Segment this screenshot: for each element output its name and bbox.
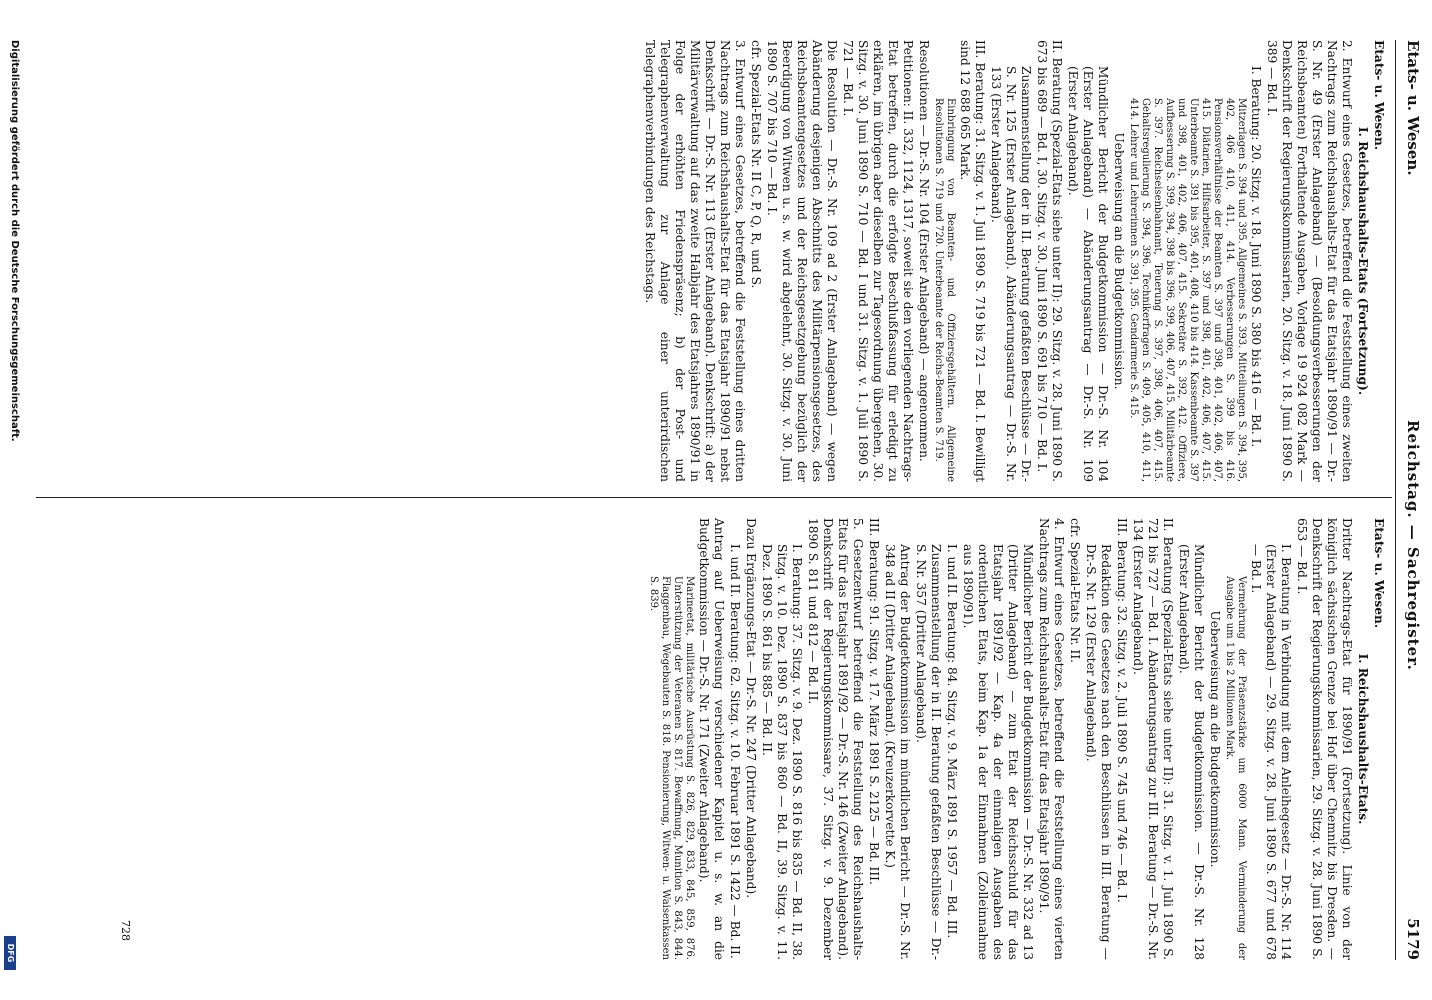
footer-text: Digitalisierung gefördert durch die Deutsche Forschungsgemeinschaft. [9,40,20,442]
left-paragraph: cfr. Spezial-Etats Nr. II C, P, Q, R, und S. [749,40,763,289]
header-rule [1395,40,1396,960]
left-column [641,40,1386,482]
right-paragraph: Dazu Ergänzungs-Etat — Dr.-S. Nr. 247 (Dritter Anlageband). [744,518,758,899]
left-paragraph: Etats- u. Wesen. [1372,40,1386,151]
right-paragraph: 4. Entwurf eines Gesetzes, betreffend die Feststellung eines vierten Nachtrags zum Reichshaushalts-Etat für das Etatsjahr 1890/91. [1037,518,1066,960]
left-paragraph: Zusammenstellung der in II. Beratung gefaßten Beschlüsse — Dr.-S. Nr. 125 (Erster Anlageband). Abänderungsantrag — Dr.-S. Nr. 133 (Erster Anlageband). [989,66,1033,482]
right-paragraph: Vermehrung der Präsenzstärke um 6000 Mann. Verminderung der Ausgabe um 1 bis 2 Millionen Mark. [1224,576,1247,960]
right-paragraph: cfr. Spezial-Etats Nr. II. [1068,518,1082,664]
left-paragraph: Resolutionen — Dr.-S. Nr. 104 (Erster Anlageband) — angenommen. [917,40,931,462]
left-paragraph: I. Reichshaushalts-Etats (Fortsetzung). [1356,126,1370,396]
right-paragraph: Redaktion des Gesetzes nach den Beschlüssen in III. Beratung — Dr.-S. Nr. 129 (Erster Anlageband). [1084,544,1113,960]
right-paragraph: III. Beratung: 32. Sitzg. v. 2. Juli 1890 S. 745 und 746 — Bd. I. [1115,518,1129,903]
right-column [646,518,1386,960]
right-paragraph: Antrag auf Ueberweisung verschiedener Kapitel u. s. w. an die Budgetkommission — Dr.-S. Nr. 171 (Zweiter Anlageband). [697,518,726,960]
left-paragraph: Ueberweisung an die Budgetkommission. [1112,132,1126,390]
left-paragraph: I. Beratung: 20. Sitzg. v. 18. Juni 1890 S. 380 bis 416 — Bd. I. [1249,66,1263,448]
running-header [1396,40,1422,960]
page-number: 5179 [1404,918,1422,960]
left-paragraph: Mündlicher Bericht der Budgetkommission — Dr.-S. Nr. 104 (Erster Anlageband) — Abänderungsantrag — Dr.-S. Nr. 109 (Erster Anlageband). [1066,66,1110,482]
digitization-footer [2,40,20,970]
left-paragraph: Einbringung von Beamten- und Offiziersgehältern. Allgemeine Resolutionen S. 719 und 720. Unterbeamte der Reichs-Beamten S. 719. [933,98,956,482]
left-paragraph: 3. Entwurf eines Gesetzes, betreffend die Feststellung eines dritten Nachtrags zum Reichshaushalts-Etat für das Etatsjahr 1890/91 nebst Denkschrift — Dr.-S. Nr. 113 (Erster Anlageband). Denkschrift: a) der Militärverwaltung auf das zweite Halbjahr des Etatsjahres 1890/91 in Folge der erhöhten Friedenspräsenz; b) der Post- und Telegraphenverwaltung zur Anlage einer unterirdischen Telegraphenverbindungen des Reichstags. [643,40,747,482]
right-paragraph: II. Beratung (Spezial-Etats siehe unter II): 31. Sitzg. v. 1. Juli 1890 S. 721 bis 727 — Bd. I. Abänderungsantrag zur III. Beratung — Dr.-S. Nr. 134 (Erster Anlageband). [1131,518,1175,960]
right-paragraph: 5. Gesetzentwurf betreffend die Feststellung des Reichshaushalts-Etats für das Etatsjahr 1891/92 — Dr.-S. Nr. 146 (Zweiter Anlageband). Denkschrift der Regierungskommissare, 37. Sitzg. v. 9. Dezember 1890 S. 811 und 812 — Bd. II. [806,518,865,960]
right-paragraph: III. Beratung: 91. Sitzg. v. 17. März 1891 S. 2125 — Bd. III. [867,518,881,885]
right-paragraph: I. und II. Beratung: 62. Sitzg. v. 10. Februar 1891 S. 1422 — Bd. II. [728,544,742,959]
right-paragraph: I. Beratung: 37. Sitzg. v. 9. Dez. 1890 S. 816 bis 835 — Bd. II, 38. Sitzg. v. 10. Dez. 1890 S. 837 bis 860 — Bd. II, 39. Sitzg. v. 11. Dez. 1890 S. 861 bis 885 — Bd. II. [760,544,804,960]
right-paragraph: Ueberweisung an die Budgetkommission. [1208,610,1222,868]
right-paragraph: Etats- u. Wesen. [1372,518,1386,629]
right-paragraph: Mündlicher Bericht der Budgetkommission — Dr.-S. Nr. 332 ad 13 (Dritter Anlageband) — zum Etat der Reichsschuld für das Etatsjahr 1891/92 — Kap. 4a der einmaligen Ausgaben des ordentlichen Etats, beim Kap. 1a der Einnahmen (Zolleinnahme aus 1890/91). [961,544,1035,960]
left-paragraph: Petitionen: II. 332, 1124, 1317, soweit sie den vorliegenden Nachtrags-Etat betreffen, durch die erfolgte Beschlußfassung für erledigt zu erklären, im übrigen aber dieselben zur Tagesordnung übergehen, 30. Sitzg. v. 30. Juni 1890 S. 710 — Bd. I und 31. Sitzg. v. 1. Juli 1890 S. 721 — Bd. I. [841,40,915,482]
right-paragraph: I. Beratung in Verbindung mit dem Anleihegesetz — Dr.-S. Nr. 114 (Erster Anlageband) — 29. Sitzg. v. 28. Juni 1890 S. 677 und 678 — Bd. I. [1249,544,1293,960]
left-paragraph: II. Beratung (Spezial-Etats siehe unter II): 29. Sitzg. v. 28. Juni 1890 S. 673 bis 689 — Bd. I, 30. Sitzg. v. 30. Juni 1890 S. 691 bis 710 — Bd. I. [1035,40,1064,482]
dfg-logo: DFG [4,936,16,970]
right-paragraph: Zusammenstellung der in II. Beratung gefaßten Beschlüsse — Dr.-S. Nr. 357 (Dritter Anlageband). [914,544,943,960]
page-footnote: 728 [119,920,132,941]
right-paragraph: I. und II. Beratung: 84. Sitzg. v. 9. März 1891 S. 1957 — Bd. III. [945,544,959,939]
left-paragraph: Mitzerlagen S. 394 und 395. Allgemeines S. 393. Mitteilungen S. 394, 395, 402, 406 410, 411, 414. Verbesserungen S. 399 bis 416. Pensionsverhältnisse der Beamten S. 397 und 398, 401, 402, 406, 407, 415. Diätarien, Hilfsarbeiter, S. 397 und 398, 401, 402, 406, 407, 415. Unterbeamte S. 391 bis 395, 401, 408, 410 bis 414. Kassenbeamte S. 397 und 398, 401, 402, 406, 407, 415. Sekretäre S. 392, 412. Offiziere, Aufbesserung S. 399, 394, 398 bis 396, 399, 406, 407, 415. Militärbeamte S. 397. Reichseisenbahnamt, Teuerung S. 397, 398, 406, 407, 415. Gehaltsregulierung S. 394, 396. Technikerfragen S. 409, 405, 410, 411, 414. Lehrer und Lehrerinnen S. 391, 395. Gendarmerie S. 415. [1128,98,1247,482]
right-paragraph: I. Reichshaushalts-Etats. [1356,653,1370,825]
header-left: Etats- u. Wesen. [1404,40,1422,176]
left-paragraph: 2. Entwurf eines Gesetzes, betreffend die Feststellung eines zweiten Nachtrags zum Reichshaushalts-Etat für das Etatsjahr 1890/91 — Dr.-S. Nr. 49 (Erster Anlageband) — (Besoldungsverbesserungen der Reichsbeamten) Forthaltende Ausgaben, Vorlage 19 924 082 Mark — Denkschrift der Regierungskommissarien, 20. Sitzg. v. 18. Juni 1890 S. 389 — Bd. I. [1265,40,1354,482]
right-paragraph: Dritter Nachtrags-Etat für 1890/91 (Fortsetzung). Linie von der königlich sächsischen Grenze bei Hof über Chemnitz bis Dresden. — Denkschrift der Regierungskommissarien, 29. Sitzg. v. 28. Juni 1890 S. 653 — Bd. I. [1295,518,1354,960]
right-paragraph: Marineetat, militärische Ausrüstung S. 826, 829, 833, 845, 859, 876. Unterstützung der Veteranen S. 817. Bewaffnung, Munition S. 843, 844. Flaggenbau, Wegebauten S. 818. Pensionierung, Witwen- u. Waisenkassen S. 839. [648,576,695,960]
column-divider [36,497,1392,498]
left-paragraph: Die Resolution — Dr.-S. Nr. 109 ad 2 (Erster Anlageband) — wegen Abänderung desjenigen Abschnitts des Militärpensionsgesetzes, des Reichsbeamtengesetzes und der Reichsgesetzgebung bezüglich der Beerdigung von Witwen u. s. w. wird abgelehnt, 30. Sitzg. v. 30. Juni 1890 S. 707 bis 710 — Bd. I. [765,40,839,482]
right-paragraph: Antrag der Budgetkommission im mündlichen Bericht — Dr.-S. Nr. 348 ad II (Dritter Anlageband). (Kreuzerkorvette K.) [883,544,912,960]
right-paragraph: Mündlicher Bericht der Budgetkommission. — Dr.-S. Nr. 128 (Erster Anlageband). [1177,544,1206,960]
header-title: Reichstag. — Sachregister. [1404,420,1422,671]
left-paragraph: III. Beratung: 31. Sitzg. v. 1. Juli 1890 S. 719 bis 721 — Bd. I. Bewilligt sind 12 688 065 Mark. [958,40,987,482]
